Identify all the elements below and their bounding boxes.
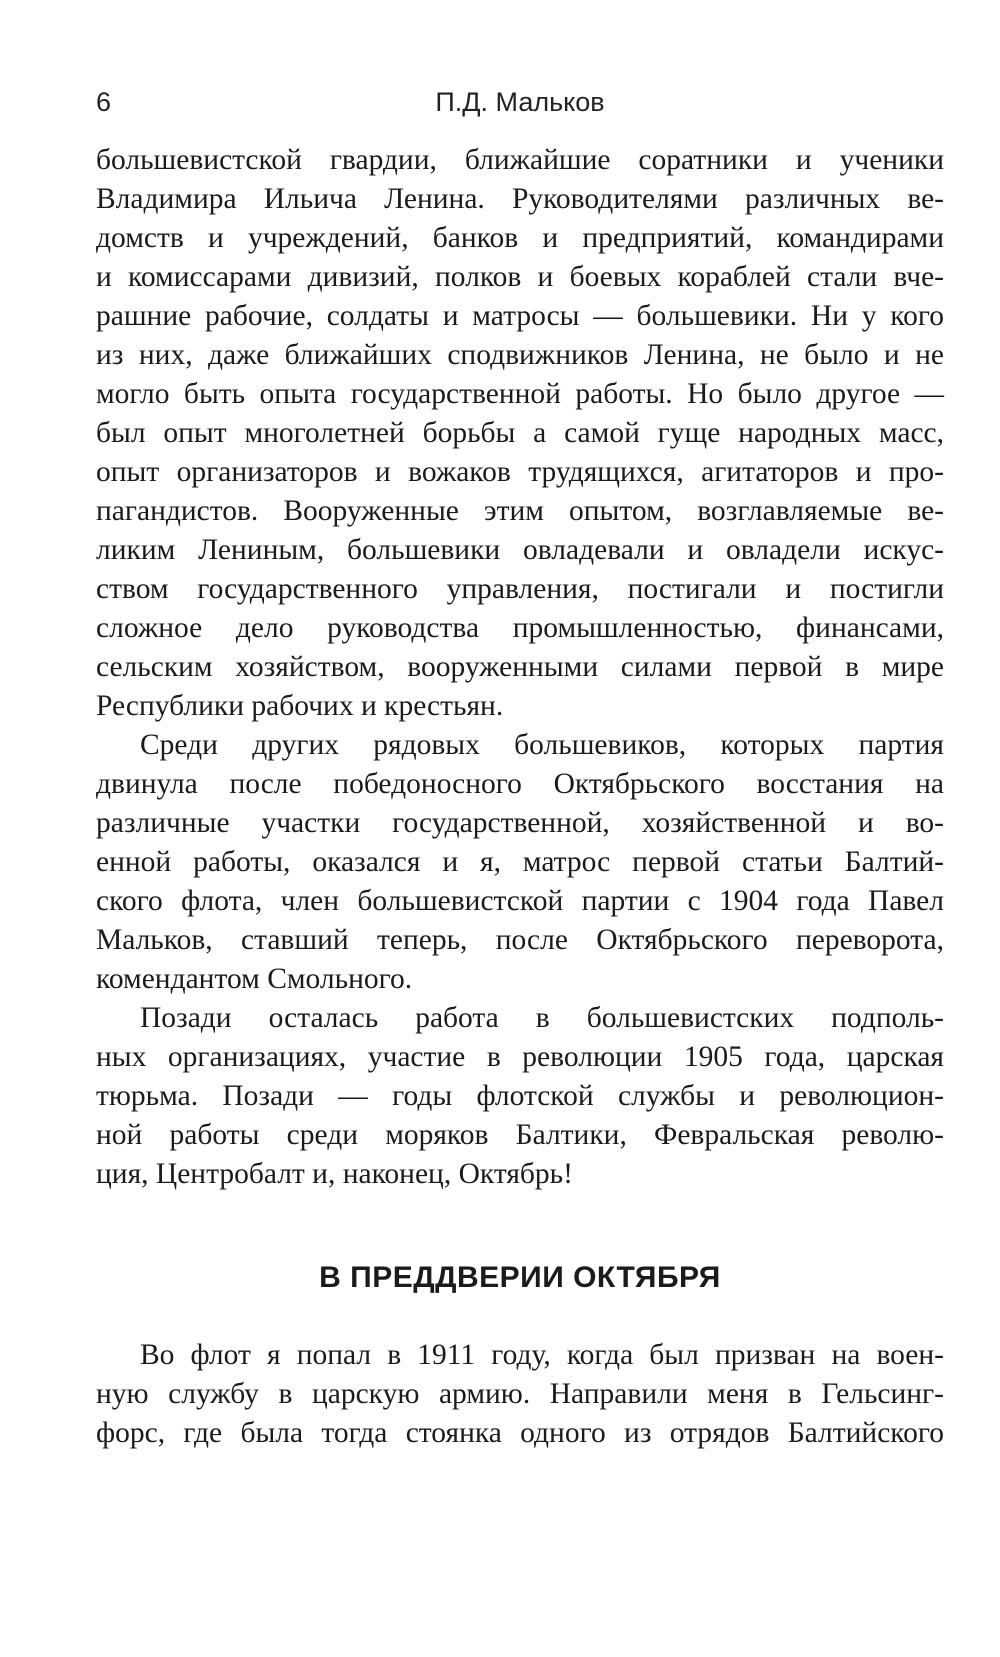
running-head — [96, 84, 944, 120]
body-text — [96, 141, 944, 1194]
text-line: Во флот я попал в 1911 году, когда был призван на воен- — [140, 1339, 944, 1371]
text-line: был опыт многолетней борьбы а самой гуще народных масс, — [96, 417, 944, 449]
text-line: домств и учреждений, банков и предприятий, командирами — [96, 222, 944, 254]
paragraph — [96, 141, 944, 726]
text-line: могло быть опыта государственной работы. Но было другое — — [96, 378, 944, 410]
text-line: Среди других рядовых большевиков, которых партия — [140, 729, 944, 761]
page-number: 6 — [96, 87, 112, 117]
paragraph — [96, 726, 944, 999]
text-line: из них, даже ближайших сподвижников Ленина, не было и не — [96, 339, 944, 371]
text-line: Владимира Ильича Ленина. Руководителями различных ве- — [96, 183, 944, 215]
text-line: ную службу в царскую армию. Направили меня в Гельсинг- — [96, 1378, 944, 1410]
running-title: П.Д. Мальков — [435, 87, 605, 117]
text-line: Позади осталась работа в большевистских подполь- — [140, 1002, 944, 1034]
text-line: ством государственного управления, постигали и постигли — [96, 573, 944, 605]
text-line: рашние рабочие, солдаты и матросы — большевики. Ни у кого — [96, 300, 944, 332]
text-line: комендантом Смольного. — [96, 963, 413, 995]
text-line: енной работы, оказался и я, матрос первой статьи Балтий- — [96, 846, 944, 878]
text-line: большевистской гвардии, ближайшие соратники и ученики — [96, 144, 944, 176]
text-line: ной работы среди моряков Балтики, Февральская револю- — [96, 1119, 944, 1151]
text-line: Республики рабочих и крестьян. — [96, 690, 504, 722]
text-line: и комиссарами дивизий, полков и боевых кораблей стали вче- — [96, 261, 944, 293]
text-line: ского флота, член большевистской партии с 1904 года Павел — [96, 885, 944, 917]
text-line: тюрьма. Позади — годы флотской службы и революцион- — [96, 1080, 944, 1112]
chapter-heading: В ПРЕДДВЕРИИ ОКТЯБРЯ — [319, 1261, 721, 1294]
text-line: пагандистов. Вооруженные этим опытом, возглавляемые ве- — [96, 495, 944, 527]
text-line: форс, где была тогда стоянка одного из отрядов Балтийского — [96, 1417, 944, 1449]
text-line: сложное дело руководства промышленностью, финансами, — [96, 612, 944, 644]
text-line: сельским хозяйством, вооруженными силами первой в мире — [96, 651, 944, 683]
text-line: ликим Лениным, большевики овладевали и овладели искус- — [96, 534, 944, 566]
text-line: ция, Центробалт и, наконец, Октябрь! — [96, 1158, 573, 1190]
text-line: различные участки государственной, хозяйственной и во- — [96, 807, 944, 839]
text-line: двинула после победоносного Октябрьского восстания на — [96, 768, 944, 800]
section-body-text — [96, 1336, 944, 1453]
text-line: опыт организаторов и вожаков трудящихся, агитаторов и про- — [96, 456, 944, 488]
paragraph — [96, 999, 944, 1194]
text-line: Мальков, ставший теперь, после Октябрьского переворота, — [96, 924, 944, 956]
text-line: ных организациях, участие в революции 1905 года, царская — [96, 1041, 944, 1073]
paragraph — [96, 1336, 944, 1453]
